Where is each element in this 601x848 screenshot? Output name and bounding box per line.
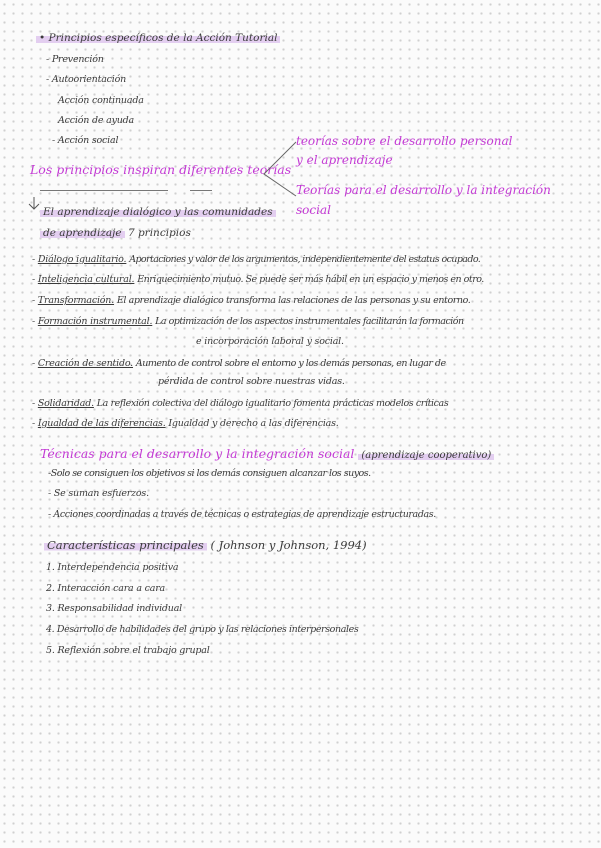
principles-statement: Los principios inspiran diferentes teorías	[30, 162, 292, 177]
list-item: - Acciones coordinadas a través de técnicas o estrategias de aprendizaje estructuradas.	[48, 509, 436, 520]
divider	[190, 190, 212, 191]
principle-item: - Creación de sentido. Aumento de control sobre el entorno y los demás personas, en lugar de	[32, 358, 446, 369]
principle-item-cont: pérdida de control sobre nuestras vidas.	[158, 376, 345, 387]
principle-item: - Inteligencia cultural. Enriquecimiento mutuo. Se puede ser más hábil en un espacio y menos en otro.	[32, 274, 484, 285]
list-item: Acción de ayuda	[58, 115, 135, 126]
principle-item: - Solidaridad. La reflexión colectiva del diálogo igualitario fomenta prácticas modelos críticas	[32, 398, 449, 409]
theories-personal-cont: y el aprendizaje	[296, 153, 393, 167]
brace-arrow-icon	[258, 138, 298, 198]
principle-item: - Diálogo igualitario. Aportaciones y valor de los argumentos, independientemente del estatus ocupado.	[32, 254, 481, 265]
principle-item: - Formación instrumental. La optimización de los aspectos instrumentales facilitarán la formación	[32, 316, 464, 327]
list-item: -Solo se consiguen los objetivos si los demás consiguen alcanzar los suyos.	[48, 468, 371, 479]
section2-heading-cont: de aprendizaje 7 principios	[40, 227, 191, 239]
list-item: 3. Responsabilidad individual	[46, 603, 183, 614]
list-item: - Autoorientación	[46, 74, 127, 85]
list-item: - Prevención	[46, 54, 104, 65]
principle-item: - Igualdad de las diferencias. Igualdad y derecho a las diferencias.	[32, 418, 339, 429]
section1-heading: • Principios específicos de la Acción Tutorial	[36, 32, 280, 44]
theories-personal: teorías sobre el desarrollo personal	[296, 134, 513, 148]
arrow-icon	[28, 196, 40, 210]
divider	[40, 190, 168, 191]
list-item: Acción continuada	[58, 95, 144, 106]
section4-heading: Características principales ( Johnson y Johnson, 1994)	[44, 538, 367, 552]
list-item: 5. Reflexión sobre el trabajo grupal	[46, 645, 210, 656]
theories-social: Teorías para el desarrollo y la integración	[296, 183, 551, 197]
list-item: 1. Interdependencia positiva	[46, 562, 179, 573]
section3-heading: Técnicas para el desarrollo y la integración social (aprendizaje cooperativo)	[40, 446, 494, 461]
list-item: - Acción social	[52, 135, 119, 146]
list-item: - Se suman esfuerzos.	[48, 488, 149, 499]
list-item: 2. Interacción cara a cara	[46, 583, 166, 594]
principle-item: - Transformación. El aprendizaje dialógico transforma las relaciones de las personas y su entorno.	[32, 295, 471, 306]
section2-heading: El aprendizaje dialógico y las comunidades	[40, 206, 276, 218]
theories-social-cont: social	[296, 203, 331, 217]
principle-item-cont: e incorporación laboral y social.	[196, 336, 344, 347]
list-item: 4. Desarrollo de habilidades del grupo y las relaciones interpersonales	[46, 624, 359, 635]
